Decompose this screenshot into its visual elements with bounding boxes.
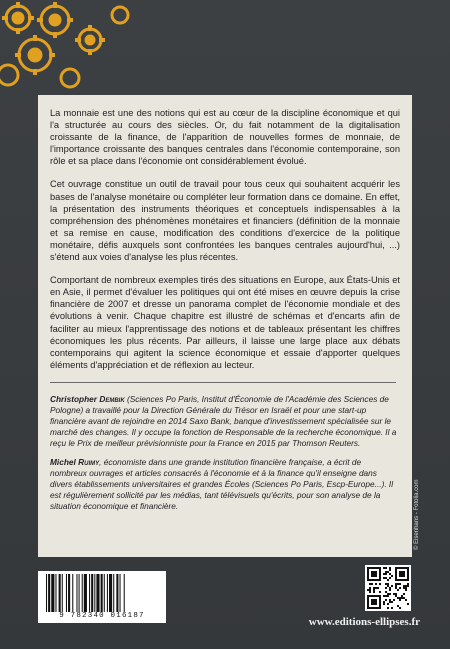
divider [50, 382, 396, 383]
author-2-first-name: Michel [50, 457, 76, 468]
text-panel [38, 95, 412, 557]
publisher-website: www.editions-ellipses.fr [308, 616, 420, 628]
qr-code-icon [367, 567, 409, 609]
author-2-last-name: Ruimy [78, 457, 100, 468]
gears-icon [0, 0, 160, 100]
description-paragraph-2: Cet ouvrage constitue un outil de travail pour tous ceux qui souhaitent acquérir les bases de l'analyse monétaire ou compléter leur formation dans ce domaine. En effet, la présentation des instruments théoriques et conceptuels indispensables à la compréhension des phénomènes monétaires et financiers (définition de la monnaie et sa remise en cause, modification des conditions d'exercice de la politique monétaire, défis auxquels sont confrontées les banques centrales aujourd'hui, ...) s'étend aux voies d'analyse les plus récentes. [50, 179, 400, 263]
photo-credit-text: © Eisenhans - Fotolia.com [414, 479, 420, 550]
author-1-bio-text: (Sciences Po Paris, Institut d'Économie de l'Académie des Sciences de Pologne) a travaillé pour la Direction Générale du Trésor en Israël et pour une start-up financière avant de rejoindre en 2014 Saxo Bank, banque d'investissement spécialisée sur le marché des changes. Il y occupe la fonction de Responsable de la recherche économique. Il a reçu le Prix de meilleur prévisionniste pour la France en 2015 par Thomson Reuters. [50, 393, 397, 448]
gears-illustration [0, 0, 160, 100]
author-2-bio-text: , économiste dans une grande institution financière française, a écrit de nombreux ouvrages et articles consacrés à l'économie et à la finance qu'il enseigne dans divers établissements universitaires et grandes Écoles (Sciences Po Paris, Escp-Europe...). Il est régulièrement sollicité par les médias, tant télévisuels qu'écrits, pour son analyse de la situation économique et financière. [50, 457, 394, 512]
author-bio-1 [50, 394, 400, 449]
author-1-last-name: Dembik [99, 393, 125, 404]
barcode-number: 9 782340 016187 [59, 612, 145, 620]
author-1-first-name: Christopher [50, 393, 98, 404]
qr-code [365, 565, 411, 611]
description-paragraph-3: Comportant de nombreux exemples tirés des situations en Europe, aux États-Unis et en Asie, il permet d'évaluer les politiques qui ont été mises en œuvre depuis la crise financière de 2007 et dresse un panorama complet de l'économie mondiale et des évolutions à venir. Chaque chapitre est illustré de schémas et d'encarts afin de faciliter au mieux l'apprentissage des notions et de tableaux présentant les chiffres économiques les plus récents. Par ailleurs, il laisse une large place aux débats contemporains qui agitent la science économique et essaie d'apporter quelques éléments d'appréciation et de réflexion au lecteur. [50, 275, 400, 370]
photo-credit [412, 450, 424, 550]
barcode [38, 571, 166, 623]
author-bio-2 [50, 457, 400, 512]
barcode-icon [42, 574, 162, 612]
description-paragraph-1: La monnaie est une des notions qui est au cœur de la discipline économique et qui l'a structurée au cours des siècles. Or, du fait notamment de la digitalisation croissante de la finance, de l'apparition de nouvelles formes de monnaie, de l'importance croissante des banques centrales dans l'économie contemporaine, son rôle et sa place dans l'économie ont considérablement évolué. [50, 108, 400, 167]
